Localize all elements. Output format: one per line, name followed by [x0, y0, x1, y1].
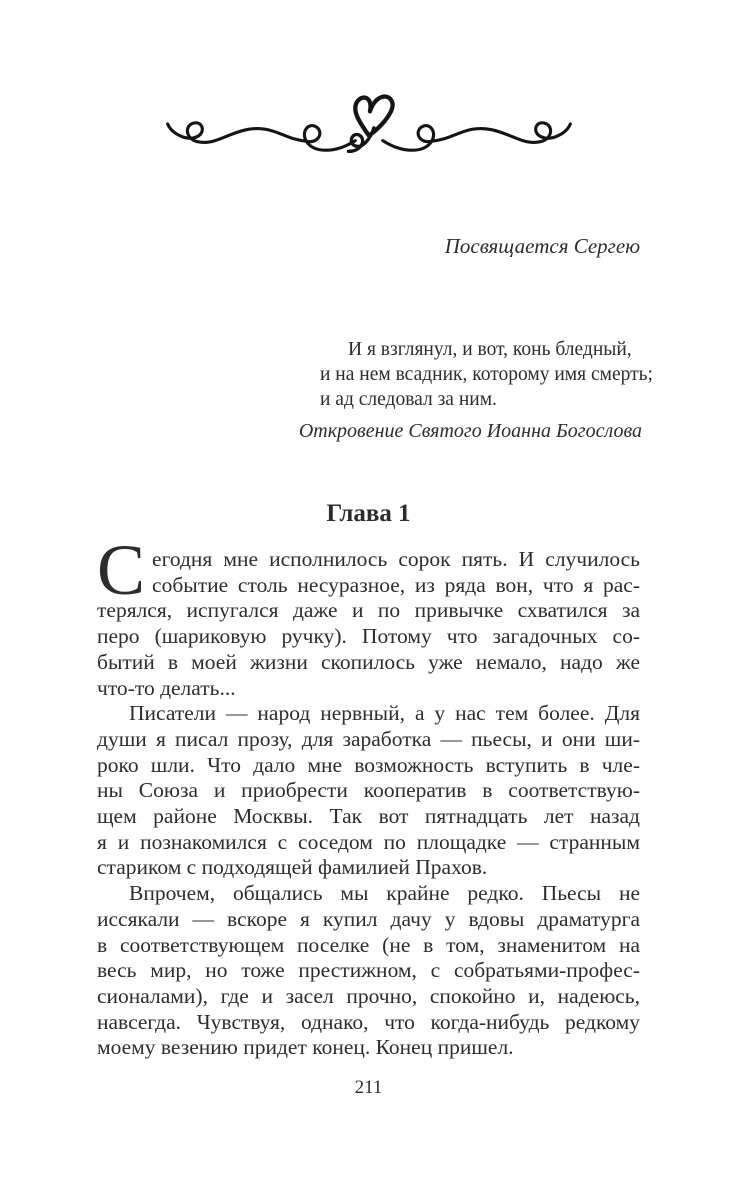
epigraph-line: и на нем всадник, которому имя смерть; — [320, 364, 653, 385]
body-paragraph — [97, 881, 640, 1061]
text-line: навсегда. Чувствуя, однако, что когда-нибудь редкому — [97, 1009, 640, 1034]
text-line: весь мир, но тоже престижном, с собратьями-профес- — [97, 958, 640, 983]
text-line: щем районе Москвы. Так вот пятнадцать лет назад — [97, 804, 640, 829]
text-line: бытий в моей жизни скопилось уже немало, надо же — [97, 649, 640, 674]
text-line: ны Союза и приобрести кооператив в соответствую- — [97, 778, 640, 803]
body-paragraph — [97, 701, 640, 881]
epigraph-line: И я взглянул, и вот, конь бледный, — [348, 339, 632, 360]
text-line: я и познакомился с соседом по площадке — странным — [97, 829, 640, 854]
text-line: Писатели — народ нервный, а у нас тем более. Для — [129, 701, 640, 726]
text-line: души я писал прозу, для заработка — пьесы, и они ши- — [97, 726, 640, 751]
text-line: сионалами), где и засел прочно, спокойно и, надеюсь, — [97, 983, 640, 1008]
dedication-text: Посвящается Сергею — [444, 234, 640, 258]
epigraph-line: и ад следовал за ним. — [320, 389, 497, 410]
body-text — [97, 530, 640, 1061]
text-line: Впрочем, общались мы крайне редко. Пьесы не — [129, 881, 640, 906]
text-line: егодня мне исполнилось сорок пять. И случилось — [152, 547, 640, 571]
text-line: в соответствующем поселке (не в том, знаменитом на — [97, 932, 640, 957]
text-line: роко шли. Что дало мне возможность вступить в чле- — [97, 752, 640, 777]
page-number: 211 — [354, 1077, 383, 1098]
text-line: иссякали — вскоре я купил дачу у вдовы драматурга — [97, 906, 640, 931]
epigraph — [320, 337, 653, 412]
text-line: стариком с подходящей фамилией Прахов. — [97, 855, 488, 880]
text-line: что-то делать... — [97, 675, 236, 700]
text-line: перо (шариковую ручку). Потому что загадочных со- — [97, 624, 640, 649]
epigraph-lines — [320, 337, 653, 412]
drop-cap: С — [97, 530, 146, 610]
heart-flourish-icon — [154, 84, 584, 167]
epigraph-attribution: Откровение Святого Иоанна Богослова — [298, 420, 642, 442]
body-paragraph — [97, 530, 640, 701]
text-line: терялся, испугался даже и по привычке схватился за — [97, 598, 640, 623]
text-line: событие столь несуразное, из ряда вон, что я рас- — [152, 572, 640, 597]
chapter-title: Глава 1 — [326, 500, 411, 527]
text-line: моему везению придет конец. Конец пришел. — [97, 1035, 514, 1060]
